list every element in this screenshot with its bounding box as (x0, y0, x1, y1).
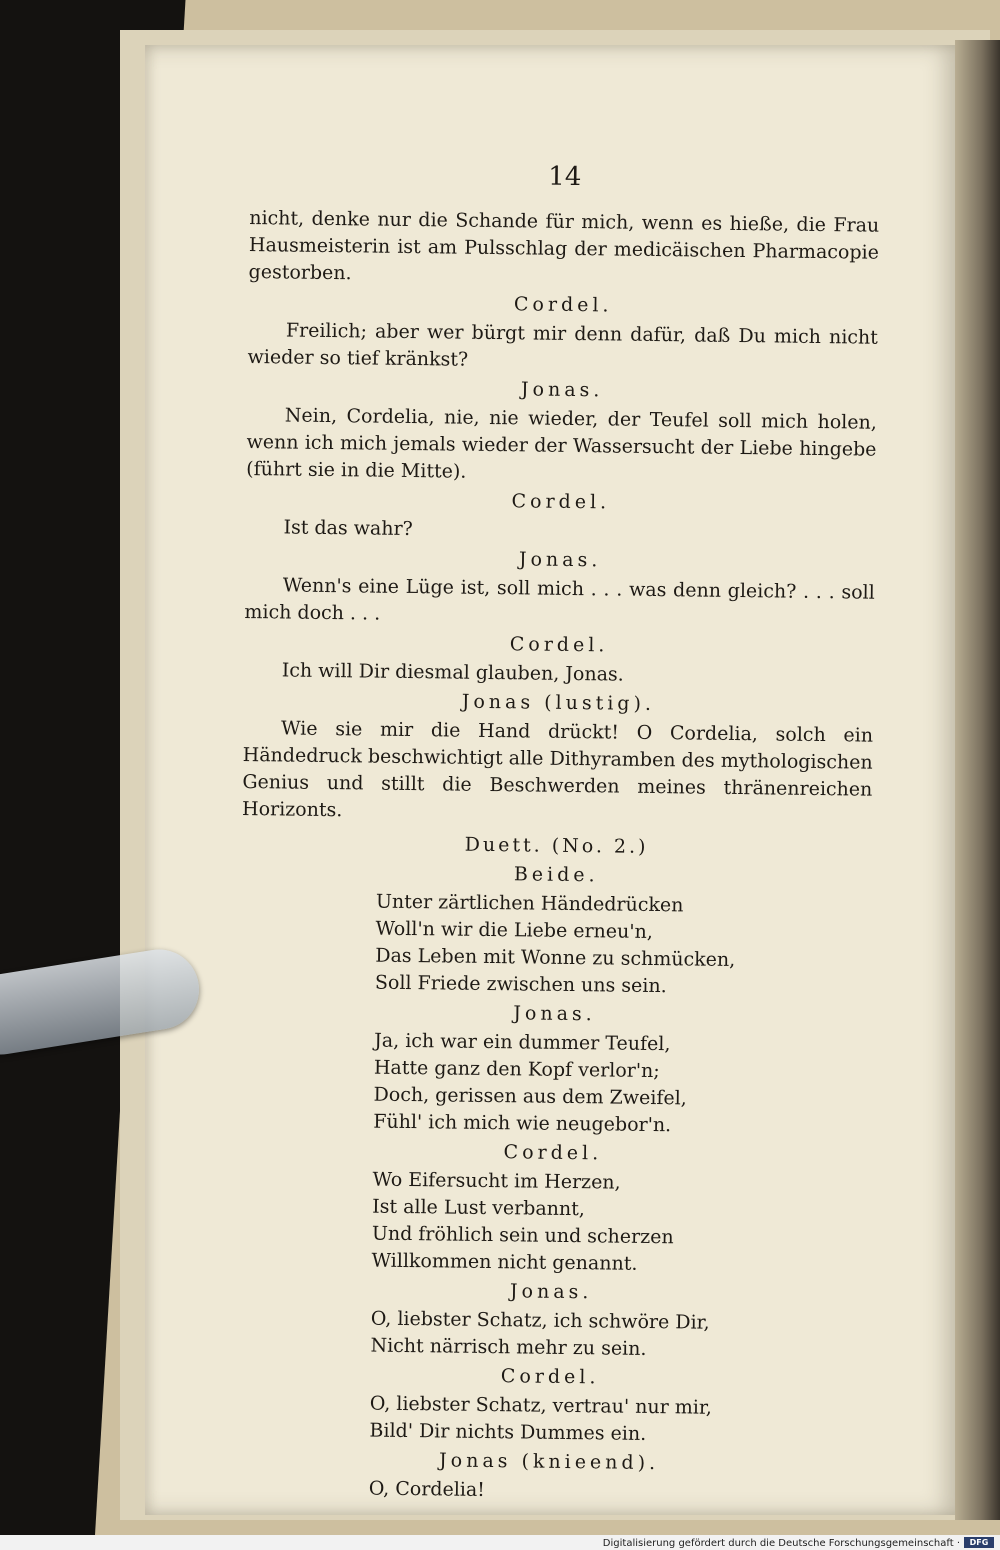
speaker-label: Jonas. (520, 378, 604, 402)
duet-heading: Duett. (No. 2.) (464, 833, 649, 858)
dfg-logo-icon: DFG (964, 1537, 994, 1548)
prose-paragraph: Wie sie mir die Hand drückt! O Cordelia, solch ein Händedruck beschwichtigt alle Dithyramben des mythologischen Genius und stillt die Beschwerden meines thränenreichen Horizonts. (241, 717, 874, 822)
verse-line: Das Leben mit Wonne zu schmücken, (375, 944, 736, 971)
verse-line: O, liebster Schatz, vertrau' nur mir, (369, 1392, 713, 1419)
speaker-label: Jonas. (509, 1280, 593, 1304)
prose-paragraph: Ich will Dir diesmal glauben, Jonas. (281, 659, 624, 686)
speaker-label: Cordel. (511, 490, 611, 514)
verse-line: Ja, ich war ein dummer Teufel, (374, 1029, 671, 1056)
verse-line: Unter zärtlichen Händedrücken (375, 890, 684, 917)
verse-line: Doch, gerissen aus dem Zweifel, (373, 1083, 687, 1110)
speaker-label: Cordel. (513, 293, 613, 317)
verse-block (375, 889, 871, 1003)
verse-line: Woll'n wir die Liebe erneu'n, (375, 917, 653, 943)
verse-line: Und fröhlich sein und scherzen (371, 1222, 674, 1249)
page-number: 14 (548, 161, 582, 193)
book-gutter (955, 40, 1000, 1520)
speaker-label: Cordel. (503, 1141, 603, 1165)
verse-line: Soll Friede zwischen uns sein. (374, 971, 667, 998)
speaker-label: Beide. (513, 863, 599, 887)
verse-line: Willkommen nicht genannt. (371, 1249, 638, 1275)
verse-line: Ist alle Lust verbannt, (372, 1195, 586, 1221)
prose-paragraph: Freilich; aber wer bürgt mir denn dafür, daß Du mich nicht wieder so tief kränkst? (247, 319, 879, 371)
verse-line: O, Cordelia! (368, 1477, 486, 1501)
page-content (234, 160, 880, 1509)
funding-credit: Digitalisierung gefördert durch die Deutsche Forschungsgemeinschaft · (602, 1538, 960, 1549)
prose-paragraph: Wenn's eine Lüge ist, soll mich . . . was denn gleich? . . . soll mich doch . . . (244, 574, 875, 625)
speaker-label: Jonas (knieend). (438, 1449, 660, 1475)
verse-block (369, 1391, 865, 1451)
verse-line: Fühl' ich mich wie neugebor'n. (373, 1110, 672, 1137)
prose-paragraph: nicht, denke nur die Schande für mich, wenn es hieße, die Frau Hausmeisterin ist am Pulsschlag der medicäischen Pharmacopie gestorben. (248, 206, 880, 285)
speaker-label: Jonas. (513, 1002, 596, 1026)
verse-line: Nicht närrisch mehr zu sein. (370, 1334, 647, 1360)
verse-block (370, 1306, 866, 1366)
verse-line: O, liebster Schatz, ich schwöre Dir, (370, 1307, 710, 1334)
verse-line: Bild' Dir nichts Dummes ein. (369, 1419, 647, 1445)
verse-line: Wo Eifersucht im Herzen, (372, 1168, 621, 1194)
speaker-label: Cordel. (500, 1365, 600, 1389)
prose-paragraph: Nein, Cordelia, nie, nie wieder, der Teufel soll mich holen, wenn ich mich jemals wieder der Wassersucht der Liebe hingebe (führt sie in die Mitte). (246, 404, 877, 483)
verse-block (371, 1167, 867, 1281)
verse-block (373, 1028, 869, 1142)
footer-bar (0, 1535, 1000, 1550)
speaker-label: Cordel. (509, 633, 609, 657)
prose-paragraph: Ist das wahr? (283, 516, 413, 541)
speaker-label: Jonas. (518, 548, 602, 572)
verse-line: Hatte ganz den Kopf verlor'n; (373, 1056, 660, 1083)
speaker-label: Jonas (lustig). (461, 690, 656, 715)
